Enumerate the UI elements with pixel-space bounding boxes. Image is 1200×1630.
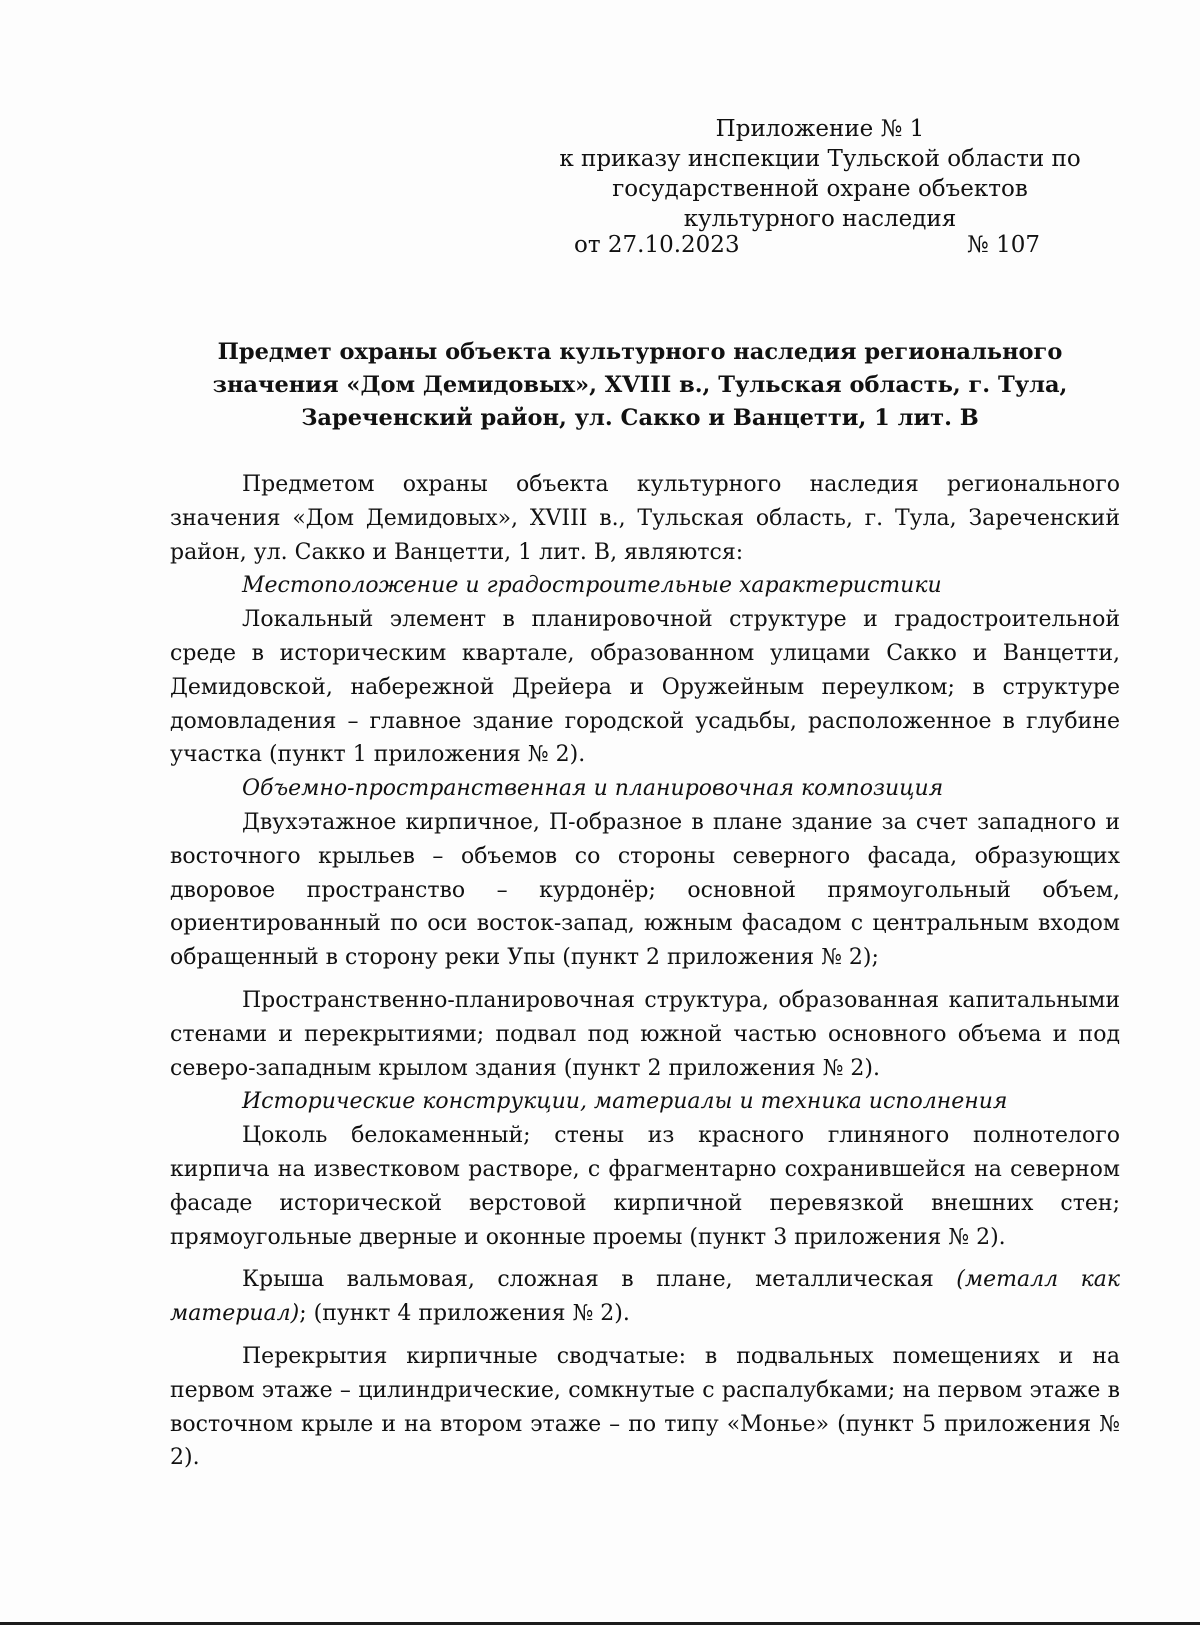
appendix-authority-line: государственной охране объектов: [612, 176, 1028, 202]
document-body: [170, 468, 1120, 1475]
appendix-header: [540, 114, 1100, 260]
roof-text-a: Крыша вальмовая, сложная в плане, металлическая: [242, 1267, 957, 1293]
appendix-date: от 27.10.2023: [574, 232, 740, 258]
section-heading-construction: Исторические конструкции, материалы и техника исполнения: [242, 1089, 1008, 1115]
appendix-heritage-line: культурного наследия: [683, 206, 957, 232]
appendix-order-ref: к приказу инспекции Тульской области по: [559, 146, 1081, 172]
construction-paragraph-3: Перекрытия кирпичные сводчатые: в подвальных помещениях и на первом этаже – цилиндрические, сомкнутые с распалубками; на первом этаже в восточном крыле и на втором этаже – по типу «Монье» (пункт 5 приложения № 2).: [170, 1343, 1120, 1471]
roof-text-italic: (металл как материал): [170, 1267, 1120, 1327]
appendix-date-number: [540, 230, 1100, 260]
section-heading-composition: Объемно-пространственная и планировочная композиция: [242, 776, 944, 802]
construction-paragraph-1: Цоколь белокаменный; стены из красного глиняного полнотелого кирпича на известковом растворе, с фрагментарно сохранившейся на северном фасаде исторической верстовой кирпичной перевязкой внешних стен; прямоугольные дверные и оконные проемы (пункт 3 приложения № 2).: [170, 1123, 1120, 1250]
location-paragraph: Локальный элемент в планировочной структуре и градостроительной среде в историческим квартале, образованном улицами Сакко и Ванцетти, Демидовской, набережной Дрейера и Оружейным переулком; в структуре домовладения – главное здание городской усадьбы, расположенное в глубине участка (пункт 1 приложения № 2).: [170, 607, 1120, 768]
composition-paragraph-1: Двухэтажное кирпичное, П-образное в плане здание за счет западного и восточного крыльев – объемов со стороны северного фасада, образующих дворовое пространство – курдонёр; основной прямоугольный объем, ориентированный по оси восток-запад, южным фасадом с центральным входом обращенный в сторону реки Упы (пункт 2 приложения № 2);: [170, 809, 1120, 971]
appendix-title: Приложение № 1: [715, 116, 925, 142]
appendix-number: № 107: [967, 232, 1040, 258]
intro-paragraph: Предметом охраны объекта культурного наследия регионального значения «Дом Демидовых», XVIII в., Тульская область, г. Тула, Зареченский район, ул. Сакко и Ванцетти, 1 лит. В, являются:: [170, 472, 1120, 565]
construction-paragraph-2: [170, 1263, 1120, 1331]
section-heading-location: Местоположение и градостроительные характеристики: [242, 573, 942, 599]
composition-paragraph-2: Пространственно-планировочная структура, образованная капитальными стенами и перекрытиями; подвал под южной частью основного объема и под северо-западным крылом здания (пункт 2 приложения № 2).: [170, 987, 1120, 1081]
scan-edge-line: [0, 1622, 1200, 1625]
roof-text-b: ; (пункт 4 приложения № 2).: [299, 1301, 630, 1327]
document-title: Предмет охраны объекта культурного наследия регионального значения «Дом Демидовых», XVIII в., Тульская область, г. Тула, Зареченский район, ул. Сакко и Ванцетти, 1 лит. В: [212, 339, 1068, 431]
